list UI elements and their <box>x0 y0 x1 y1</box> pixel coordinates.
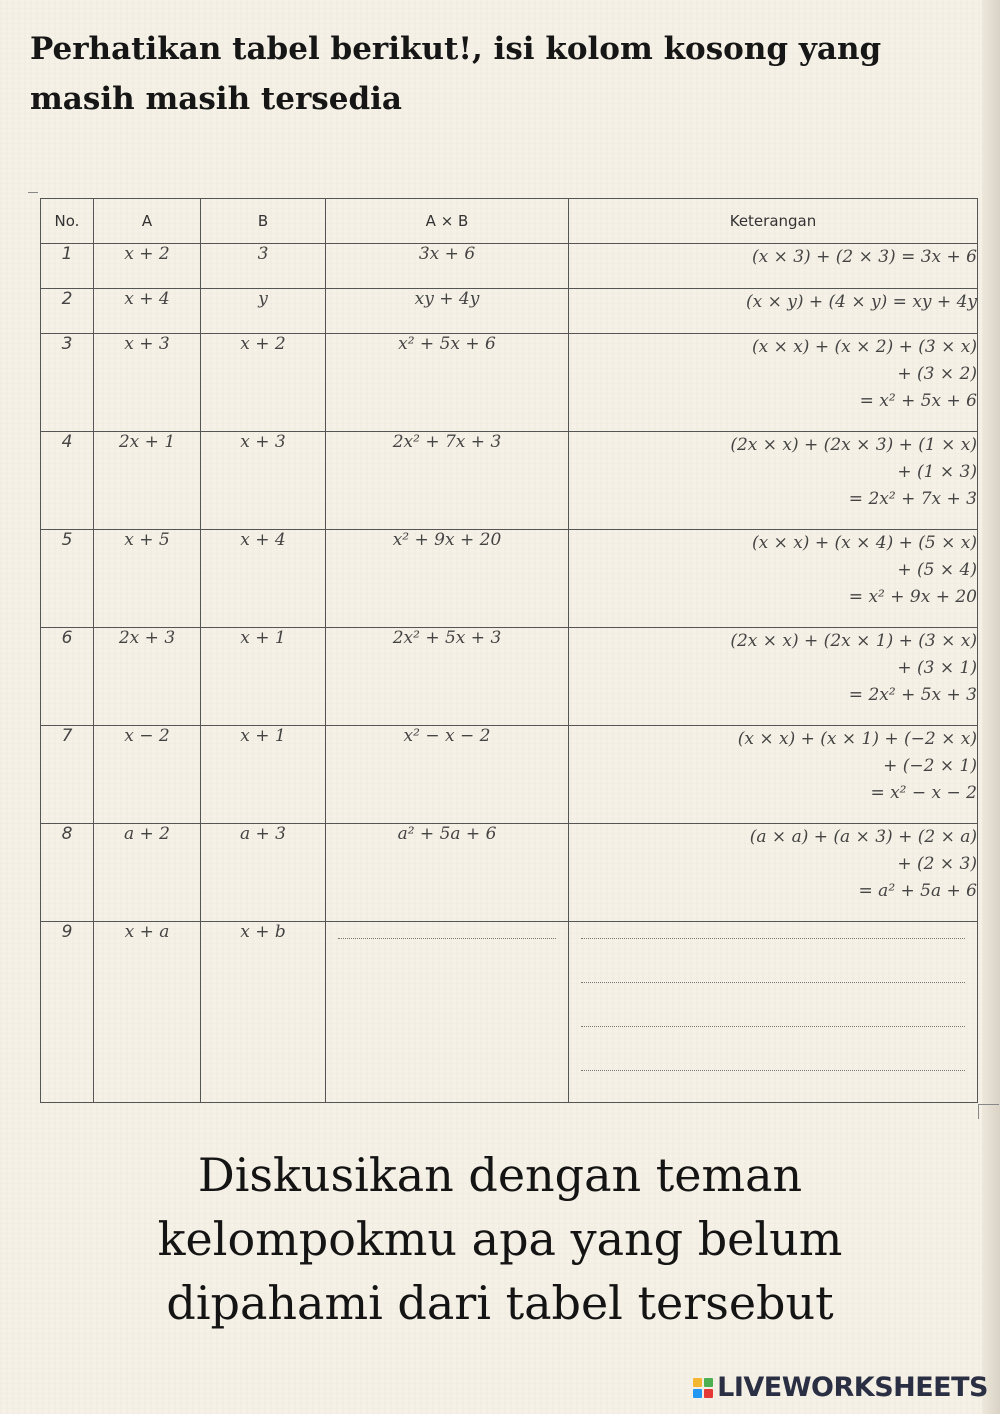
keterangan-line: (x × x) + (x × 1) + (−2 × x) <box>737 729 977 749</box>
cell-b: x + 3 <box>201 432 326 530</box>
cell-no: 6 <box>41 628 94 726</box>
keterangan-line: = 2x² + 5x + 3 <box>848 685 977 705</box>
table-row <box>41 628 978 726</box>
cell-b: a + 3 <box>201 824 326 922</box>
cell-b: 3 <box>201 244 326 289</box>
cell-keterangan <box>569 432 978 530</box>
cell-b: x + 4 <box>201 530 326 628</box>
cell-a: a + 2 <box>94 824 201 922</box>
cell-a-times-b: x² − x − 2 <box>326 726 569 824</box>
keterangan-line: = x² + 9x + 20 <box>848 587 977 607</box>
keterangan-line: + (3 × 2) <box>897 364 977 384</box>
cell-b: x + b <box>201 922 326 1103</box>
cell-no: 7 <box>41 726 94 824</box>
cell-a: 2x + 1 <box>94 432 201 530</box>
logo-square <box>704 1378 713 1387</box>
cell-a-times-b: x² + 5x + 6 <box>326 334 569 432</box>
cell-a-times-b: x² + 9x + 20 <box>326 530 569 628</box>
liveworksheets-brand <box>693 1372 988 1403</box>
cell-a: x + 2 <box>94 244 201 289</box>
cell-no: 1 <box>41 244 94 289</box>
dotted-answer-line <box>338 938 556 939</box>
keterangan-line: = 2x² + 7x + 3 <box>848 489 977 509</box>
keterangan-line: + (−2 × 1) <box>883 756 977 776</box>
cell-a-times-b: xy + 4y <box>326 289 569 334</box>
cell-keterangan <box>569 289 978 334</box>
worksheet-table-container <box>40 198 977 1103</box>
cell-b: x + 2 <box>201 334 326 432</box>
cell-a: x + a <box>94 922 201 1103</box>
cell-b: x + 1 <box>201 628 326 726</box>
cell-a-times-b: 3x + 6 <box>326 244 569 289</box>
header-keterangan: Keterangan <box>569 199 978 244</box>
multiplication-table <box>40 198 978 1103</box>
cell-a: x + 4 <box>94 289 201 334</box>
keterangan-line: (a × a) + (a × 3) + (2 × a) <box>749 827 977 847</box>
corner-mark-top-left <box>28 192 38 199</box>
cell-no: 2 <box>41 289 94 334</box>
keterangan-line: (2x × x) + (2x × 1) + (3 × x) <box>730 631 977 651</box>
cell-a-times-b: 2x² + 5x + 3 <box>326 628 569 726</box>
discussion-prompt <box>0 1143 1000 1335</box>
dotted-answer-line <box>581 1026 965 1027</box>
logo-square <box>693 1378 702 1387</box>
corner-mark-bottom-right <box>978 1104 999 1119</box>
answer-field-keterangan[interactable] <box>569 922 978 1103</box>
cell-keterangan <box>569 726 978 824</box>
header-b: B <box>201 199 326 244</box>
cell-keterangan <box>569 334 978 432</box>
keterangan-line: = x² − x − 2 <box>870 783 977 803</box>
cell-a: x − 2 <box>94 726 201 824</box>
keterangan-line: (x × y) + (4 × y) = xy + 4y <box>745 292 977 312</box>
keterangan-line: + (5 × 4) <box>897 560 977 580</box>
discussion-line: dipahami dari tabel tersebut <box>166 1276 834 1330</box>
keterangan-line: + (3 × 1) <box>897 658 977 678</box>
logo-square <box>704 1389 713 1398</box>
table-row <box>41 334 978 432</box>
keterangan-line: (2x × x) + (2x × 3) + (1 × x) <box>730 435 977 455</box>
table-row-answer <box>41 922 978 1103</box>
cell-a: x + 3 <box>94 334 201 432</box>
answer-field-a-times-b[interactable] <box>326 922 569 1103</box>
brand-name: LIVEWORKSHEETS <box>717 1372 988 1403</box>
table-row <box>41 726 978 824</box>
table-row <box>41 289 978 334</box>
cell-keterangan <box>569 628 978 726</box>
keterangan-line: + (1 × 3) <box>897 462 977 482</box>
table-header-row <box>41 199 978 244</box>
cell-no: 9 <box>41 922 94 1103</box>
instruction-text: Perhatikan tabel berikut!, isi kolom kosong yang masih masih tersedia <box>30 31 882 117</box>
keterangan-line: (x × 3) + (2 × 3) = 3x + 6 <box>751 247 977 267</box>
header-no: No. <box>41 199 94 244</box>
discussion-line: Diskusikan dengan teman <box>197 1148 803 1202</box>
keterangan-line: (x × x) + (x × 4) + (5 × x) <box>751 533 977 553</box>
cell-b: y <box>201 289 326 334</box>
cell-keterangan <box>569 244 978 289</box>
keterangan-line: = a² + 5a + 6 <box>858 881 977 901</box>
table-row <box>41 432 978 530</box>
cell-a: 2x + 3 <box>94 628 201 726</box>
table-row <box>41 530 978 628</box>
cell-no: 3 <box>41 334 94 432</box>
header-a: A <box>94 199 201 244</box>
cell-no: 4 <box>41 432 94 530</box>
cell-no: 5 <box>41 530 94 628</box>
discussion-line: kelompokmu apa yang belum <box>157 1212 843 1266</box>
cell-b: x + 1 <box>201 726 326 824</box>
table-row <box>41 824 978 922</box>
dotted-answer-line <box>581 982 965 983</box>
cell-a-times-b: 2x² + 7x + 3 <box>326 432 569 530</box>
liveworksheets-logo-icon <box>693 1378 713 1398</box>
dotted-answer-line <box>581 1070 965 1071</box>
cell-keterangan <box>569 530 978 628</box>
cell-keterangan <box>569 824 978 922</box>
keterangan-line: = x² + 5x + 6 <box>859 391 977 411</box>
keterangan-line: (x × x) + (x × 2) + (3 × x) <box>751 337 977 357</box>
dotted-answer-line <box>581 938 965 939</box>
logo-square <box>693 1389 702 1398</box>
cell-a: x + 5 <box>94 530 201 628</box>
cell-no: 8 <box>41 824 94 922</box>
header-a-times-b: A × B <box>326 199 569 244</box>
table-row <box>41 244 978 289</box>
cell-a-times-b: a² + 5a + 6 <box>326 824 569 922</box>
keterangan-line: + (2 × 3) <box>897 854 977 874</box>
